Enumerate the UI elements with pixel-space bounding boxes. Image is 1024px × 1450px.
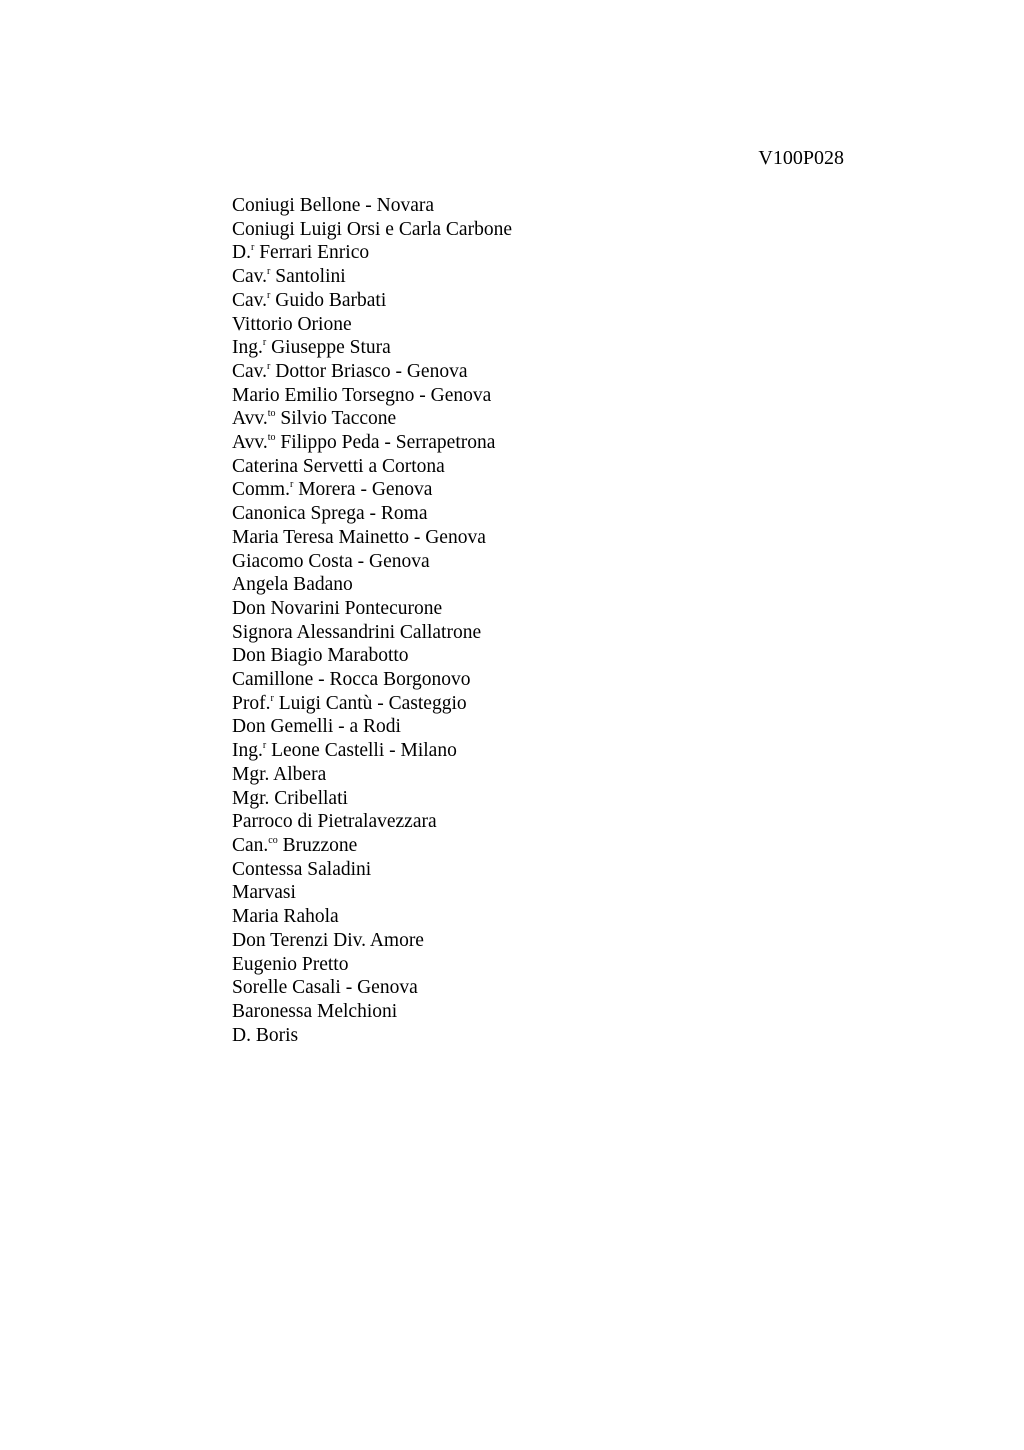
list-item: Ing.$^r$ Giuseppe Stura xyxy=(232,337,391,359)
name-list xyxy=(232,194,512,1047)
list-item: Coniugi Bellone - Novara xyxy=(232,195,434,216)
list-item: D. Boris xyxy=(232,1024,299,1046)
list-item: Don Terenzi Div. Amore xyxy=(232,929,424,951)
list-item: Comm.$^r$ Morera - Genova xyxy=(232,479,433,501)
list-item: Canonica Sprega - Roma xyxy=(232,503,428,525)
list-item: Baronessa Melchioni xyxy=(232,1000,398,1022)
list-item: Ing.$^r$ Leone Castelli - Milano xyxy=(232,740,457,762)
list-item: Camillone - Rocca Borgonovo xyxy=(232,669,471,691)
list-item: Prof.$^r$ Luigi Cantù - Casteggio xyxy=(232,692,467,714)
page-code: V100P028 xyxy=(758,147,844,169)
list-item: Maria Teresa Mainetto - Genova xyxy=(232,526,486,548)
list-item: Eugenio Pretto xyxy=(232,953,349,975)
list-item: Signora Alessandrini Callatrone xyxy=(232,621,482,643)
list-item: Don Novarini Pontecurone xyxy=(232,597,443,619)
list-item: Avv.$^{to}$ Filippo Peda - Serrapetrona xyxy=(232,432,496,454)
list-item: Mgr. Albera xyxy=(232,763,327,785)
list-item: Angela Badano xyxy=(232,574,353,596)
list-item: Cav.$^r$ Guido Barbati xyxy=(232,289,387,311)
list-item: Vittorio Orione xyxy=(232,313,352,335)
list-item: Giacomo Costa - Genova xyxy=(232,550,430,572)
list-item: Don Gemelli - a Rodi xyxy=(232,716,401,738)
list-item: Don Biagio Marabotto xyxy=(232,645,409,667)
list-item: Marvasi xyxy=(232,882,296,904)
list-item: Contessa Saladini xyxy=(232,858,372,880)
list-item: D.$^r$ Ferrari Enrico xyxy=(232,242,370,264)
list-item: Mgr. Cribellati xyxy=(232,787,348,809)
list-item: Cav.$^r$ Dottor Briasco - Genova xyxy=(232,360,468,382)
list-item: Parroco di Pietralavezzara xyxy=(232,811,437,833)
list-item: Sorelle Casali - Genova xyxy=(232,977,418,999)
list-item: Avv.$^{to}$ Silvio Taccone xyxy=(232,408,397,430)
list-item: Caterina Servetti a Cortona xyxy=(232,455,445,477)
list-item: Mario Emilio Torsegno - Genova xyxy=(232,384,492,406)
list-item: Cav.$^r$ Santolini xyxy=(232,266,346,288)
list-item: Coniugi Luigi Orsi e Carla Carbone xyxy=(232,218,512,240)
list-item: Can.$^{co}$ Bruzzone xyxy=(232,834,358,856)
list-item: Maria Rahola xyxy=(232,906,339,928)
